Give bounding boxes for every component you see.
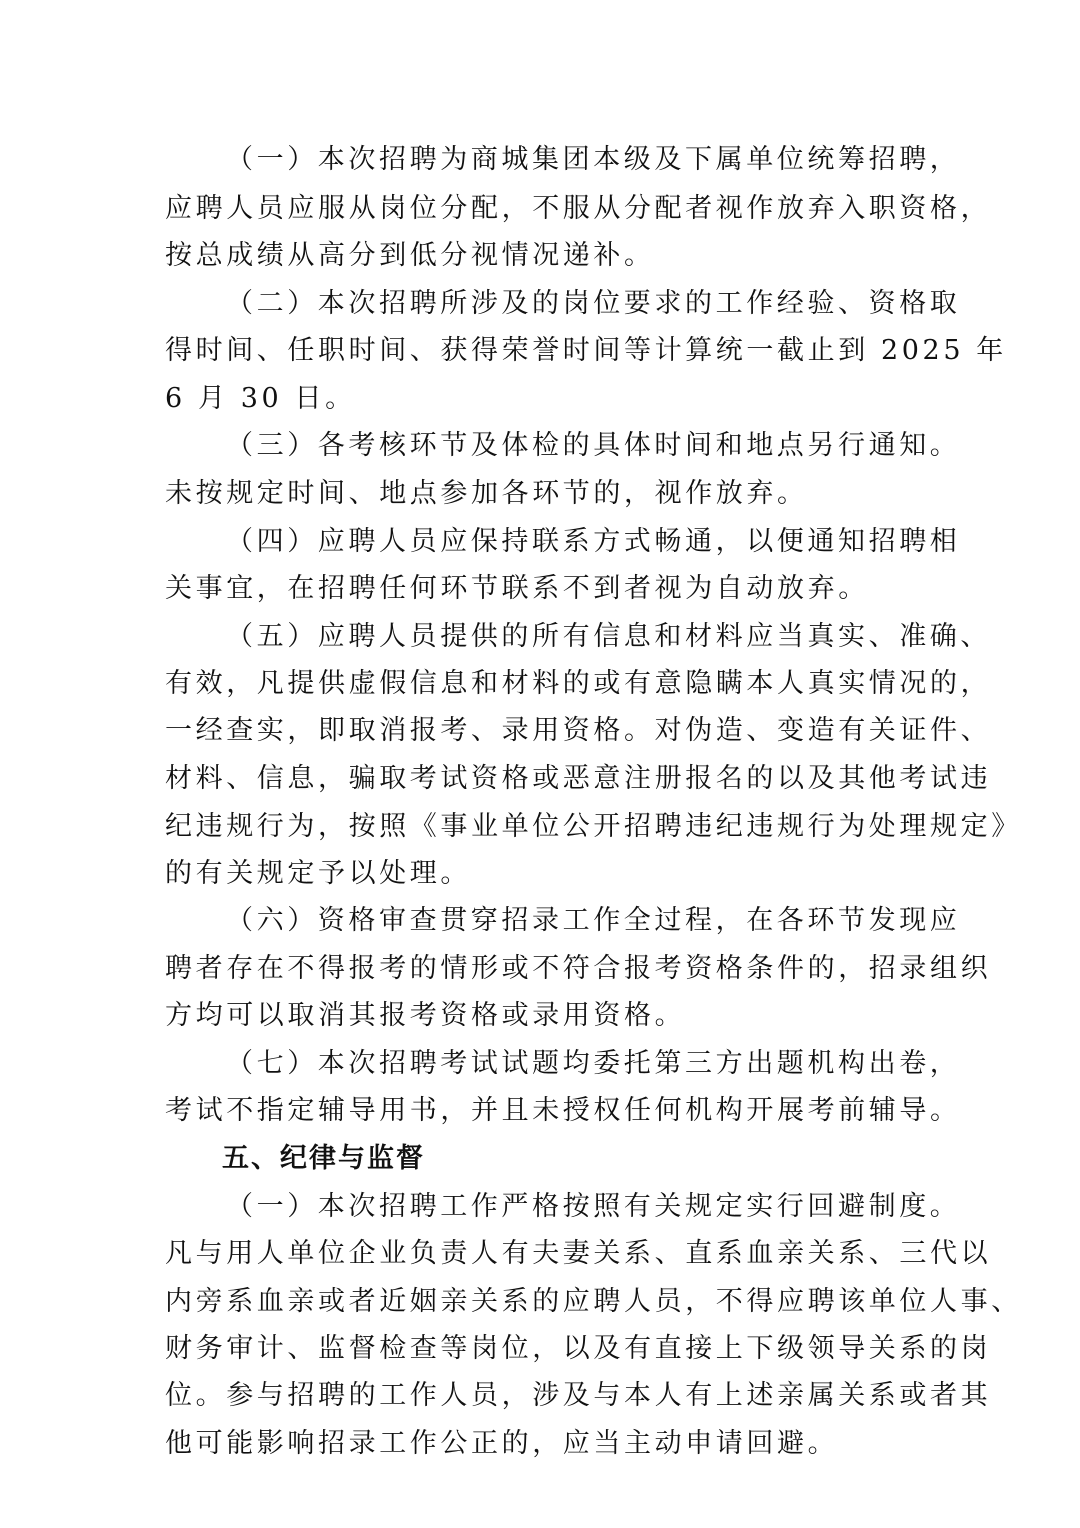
paragraph-line: 按总成绩从高分到低分视情况递补。 bbox=[165, 240, 655, 271]
paragraph-line: （四）应聘人员应保持联系方式畅通，以便通知招聘相 bbox=[226, 526, 961, 557]
paragraph-line: （二）本次招聘所涉及的岗位要求的工作经验、资格取 bbox=[226, 288, 961, 319]
paragraph-line: （五）应聘人员提供的所有信息和材料应当真实、准确、 bbox=[226, 621, 991, 652]
section-heading: 五、纪律与监督 bbox=[222, 1143, 425, 1174]
paragraph-line: 的有关规定予以处理。 bbox=[165, 858, 471, 889]
paragraph-line: 位。参与招聘的工作人员，涉及与本人有上述亲属关系或者其 bbox=[165, 1380, 992, 1411]
paragraph-line: 财务审计、监督检查等岗位，以及有直接上下级领导关系的岗 bbox=[165, 1333, 992, 1364]
paragraph-line: 关事宜，在招聘任何环节联系不到者视为自动放弃。 bbox=[165, 573, 869, 604]
paragraph-line: （三）各考核环节及体检的具体时间和地点另行通知。 bbox=[226, 430, 961, 461]
paragraph-line: 得时间、任职时间、获得荣誉时间等计算统一截止到 2025 年 bbox=[165, 335, 1007, 366]
paragraph-line: 未按规定时间、地点参加各环节的，视作放弃。 bbox=[165, 478, 808, 509]
paragraph-line: 纪违规行为，按照《事业单位公开招聘违纪违规行为处理规定》 bbox=[165, 811, 1022, 842]
paragraph-line: 他可能影响招录工作公正的，应当主动申请回避。 bbox=[165, 1428, 839, 1459]
paragraph-line: （七）本次招聘考试试题均委托第三方出题机构出卷， bbox=[226, 1048, 961, 1079]
paragraph-line: 内旁系血亲或者近姻亲关系的应聘人员，不得应聘该单位人事、 bbox=[165, 1286, 1022, 1317]
paragraph-line: 6 月 30 日。 bbox=[165, 383, 356, 414]
paragraph-line: 应聘人员应服从岗位分配，不服从分配者视作放弃入职资格， bbox=[165, 193, 992, 224]
paragraph-line: （六）资格审查贯穿招录工作全过程，在各环节发现应 bbox=[226, 905, 961, 936]
paragraph-line: 凡与用人单位企业负责人有夫妻关系、直系血亲关系、三代以 bbox=[165, 1238, 992, 1269]
paragraph-line: 有效，凡提供虚假信息和材料的或有意隐瞒本人真实情况的， bbox=[165, 668, 992, 699]
paragraph-line: （一）本次招聘为商城集团本级及下属单位统筹招聘， bbox=[226, 144, 961, 175]
paragraph-line: 考试不指定辅导用书，并且未授权任何机构开展考前辅导。 bbox=[165, 1095, 961, 1126]
paragraph-line: 材料、信息，骗取考试资格或恶意注册报名的以及其他考试违 bbox=[165, 763, 992, 794]
paragraph-line: 一经查实，即取消报考、录用资格。对伪造、变造有关证件、 bbox=[165, 715, 992, 746]
paragraph-line: 聘者存在不得报考的情形或不符合报考资格条件的，招录组织 bbox=[165, 953, 992, 984]
paragraph-line: （一）本次招聘工作严格按照有关规定实行回避制度。 bbox=[226, 1191, 961, 1222]
paragraph-line: 方均可以取消其报考资格或录用资格。 bbox=[165, 1000, 686, 1031]
